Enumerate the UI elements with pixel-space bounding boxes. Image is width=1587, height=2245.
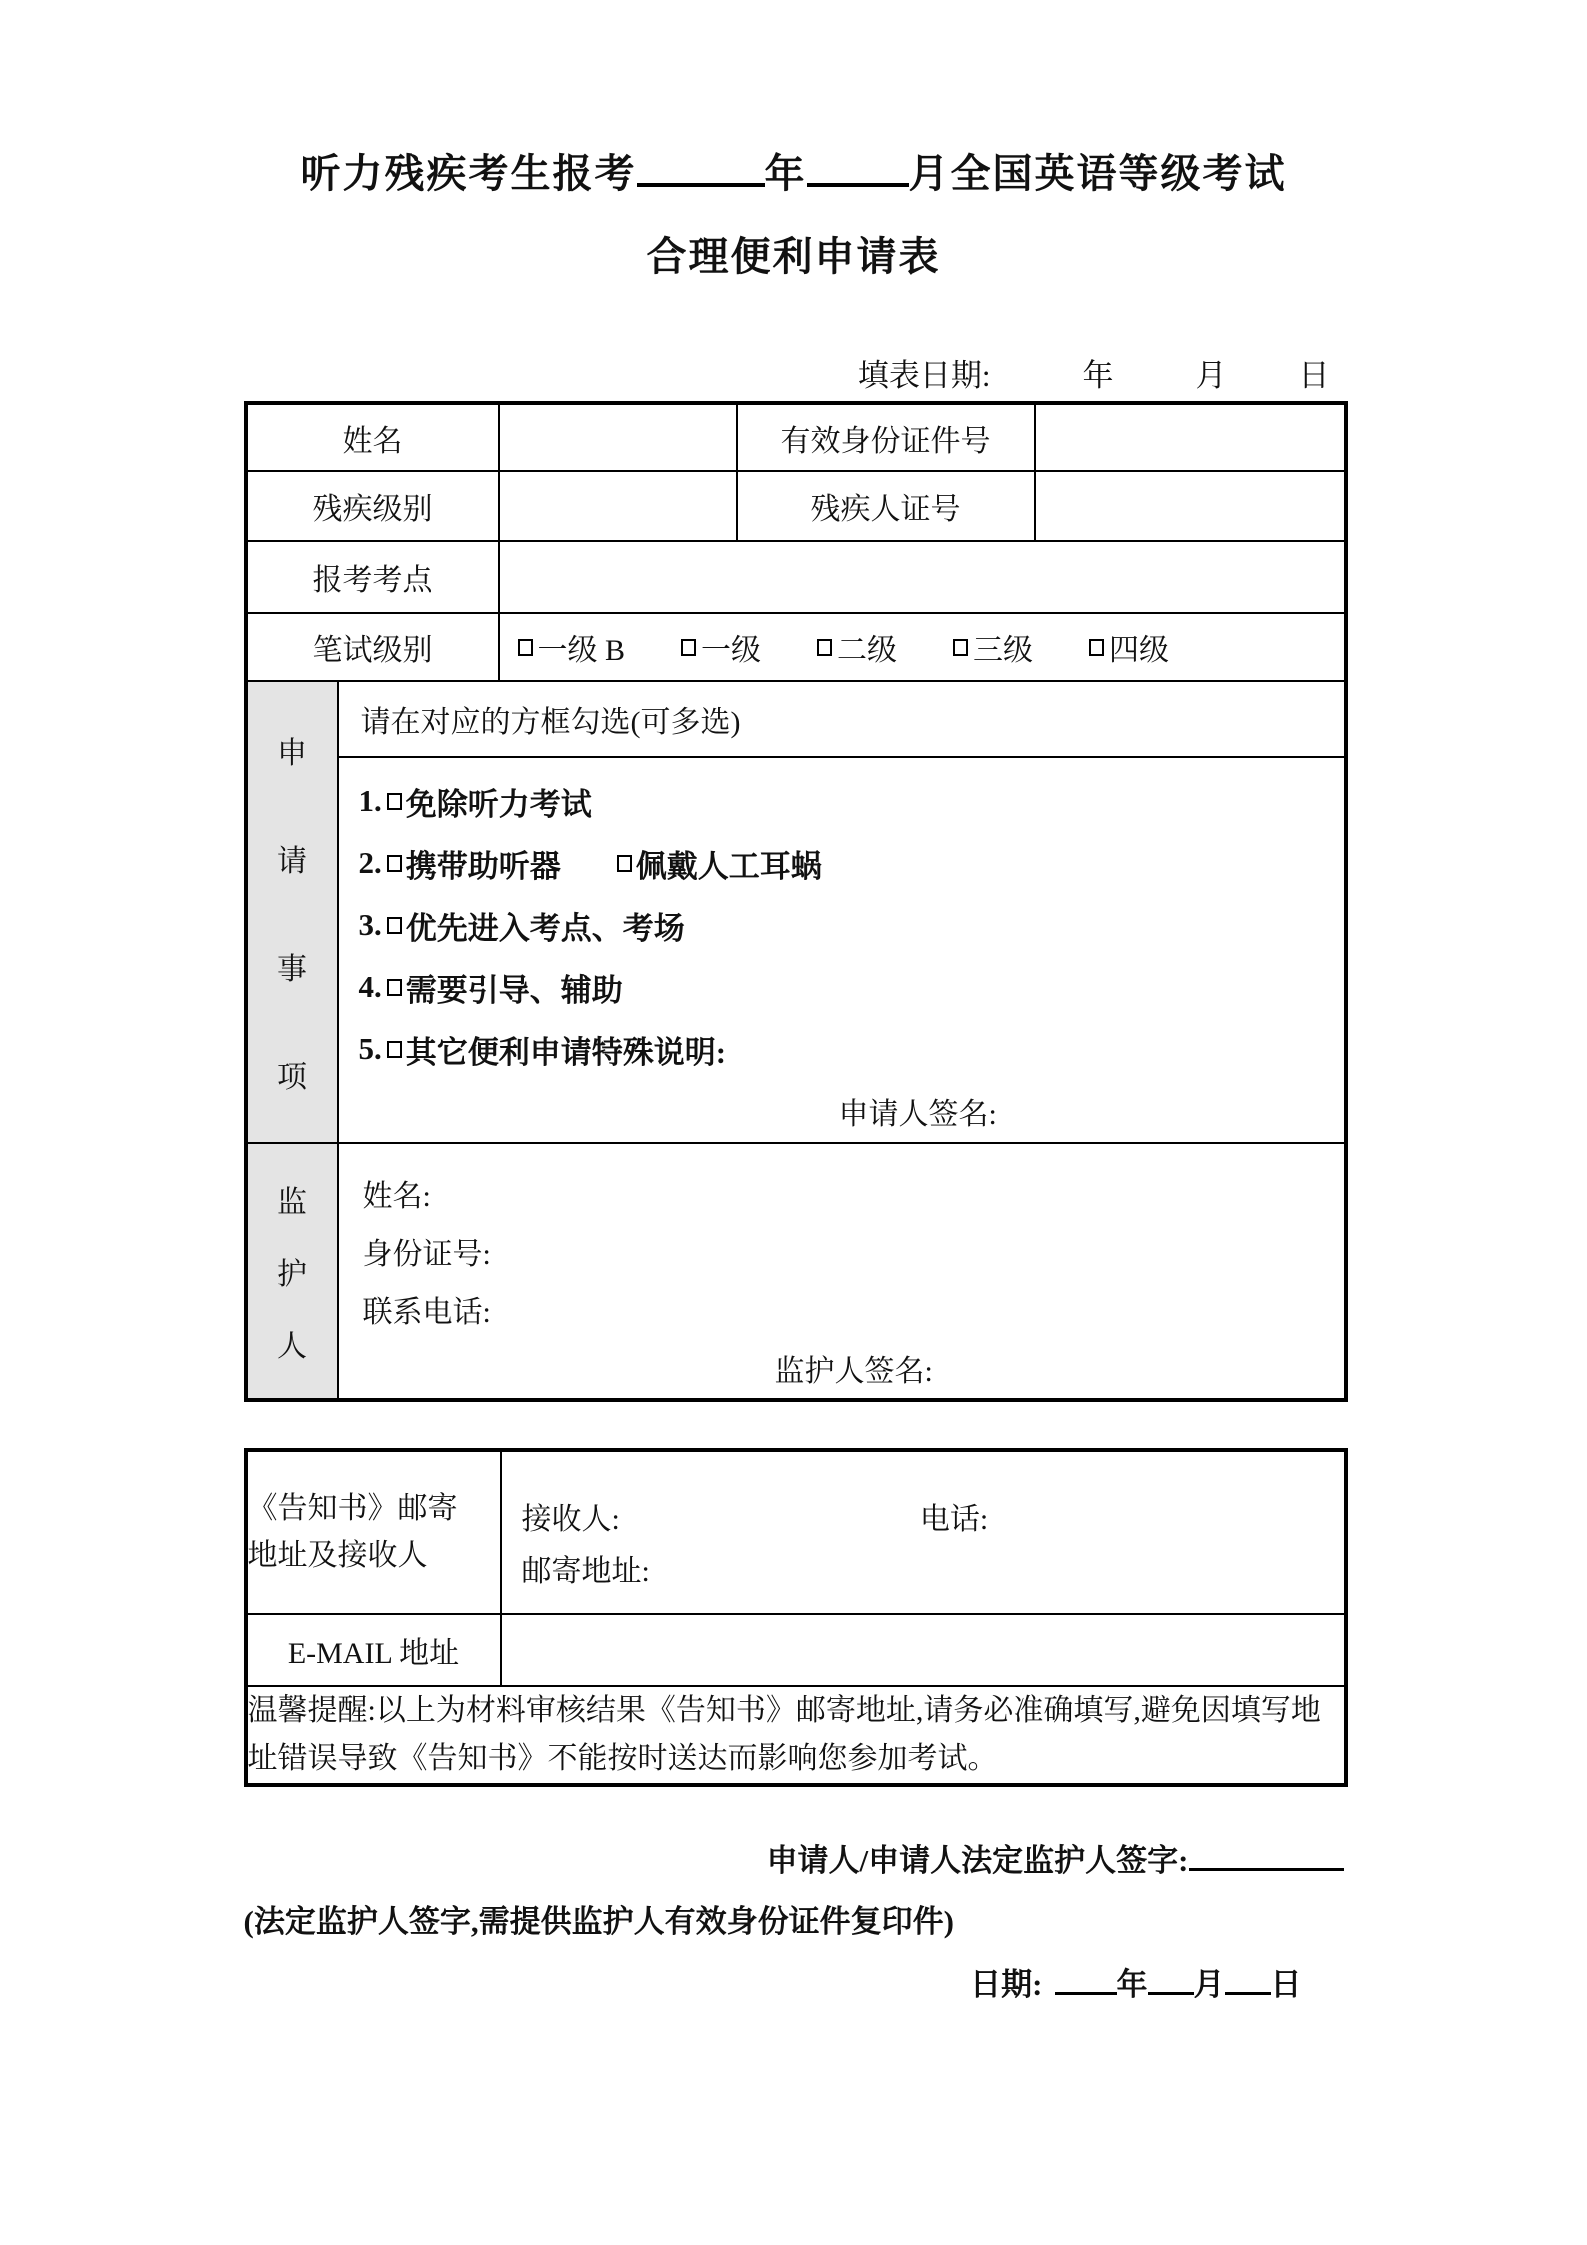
option-label: 一级 <box>701 634 762 667</box>
footer-signature-blank[interactable] <box>1189 1840 1344 1871</box>
receiver-label: 接收人: <box>521 1502 620 1536</box>
footer-signature-line <box>244 1835 1344 1880</box>
guardian-signature-space[interactable] <box>933 1348 1113 1388</box>
checkbox-icon[interactable] <box>518 639 533 656</box>
mail-address-row <box>246 1450 1346 1614</box>
table-row <box>246 613 1346 681</box>
checkbox-icon[interactable] <box>387 855 402 872</box>
option-label: 二级 <box>837 634 898 667</box>
guardian-id-label: 身份证号: <box>362 1238 491 1271</box>
fill-date-year-unit: 年 <box>1082 358 1114 393</box>
item-label: 携带助听器 <box>405 848 561 884</box>
apply-section-row <box>246 681 1346 1143</box>
side-char: 项 <box>277 1061 307 1094</box>
guardian-phone-label: 联系电话: <box>362 1296 491 1329</box>
guardian-signature-line <box>363 1338 1344 1398</box>
title-text-pre: 听力残疾考生报考 <box>300 151 637 196</box>
guardian-phone-field <box>363 1280 1344 1338</box>
footer-year-unit: 年 <box>1116 1967 1148 2002</box>
title-month-blank[interactable] <box>807 153 909 187</box>
item-label: 佩戴人工耳蜗 <box>635 848 822 884</box>
item-number: 4. <box>358 969 382 1004</box>
guardian-name-field <box>363 1164 1344 1222</box>
footer-month-unit: 月 <box>1193 1967 1225 2002</box>
side-char: 事 <box>277 953 307 986</box>
apply-item-1 <box>359 770 1344 832</box>
checkbox-icon[interactable] <box>817 639 832 656</box>
item-number: 2. <box>358 845 382 880</box>
mail-label-cell <box>246 1450 501 1614</box>
side-char: 监 <box>277 1186 307 1219</box>
apply-items <box>339 758 1344 1142</box>
side-char: 申 <box>277 737 307 770</box>
checkbox-icon[interactable] <box>1089 639 1104 656</box>
disability-level-input-cell[interactable] <box>499 471 737 541</box>
footer-signature-label: 申请人/申请人法定监护人签字: <box>766 1843 1189 1878</box>
id-input-cell[interactable] <box>1035 403 1346 471</box>
item-number: 3. <box>358 907 382 942</box>
fill-date-month-unit: 月 <box>1195 358 1227 393</box>
guardian-name-space[interactable] <box>431 1173 611 1213</box>
footer-date-label: 日期: <box>970 1967 1043 2002</box>
checkbox-icon[interactable] <box>617 855 632 872</box>
page-title-line2: 合理便利申请表 <box>646 234 941 279</box>
checkbox-icon[interactable] <box>681 639 696 656</box>
guardian-section-row <box>246 1143 1346 1400</box>
guardian-fields <box>339 1144 1344 1398</box>
title-year-unit: 年 <box>764 151 807 196</box>
guardian-name-label: 姓名: <box>362 1180 431 1213</box>
item-label: 免除听力考试 <box>405 786 592 822</box>
apply-hint: 请在对应的方框勾选(可多选) <box>339 682 1344 758</box>
notice-text: 温馨提醒:以上为材料审核结果《告知书》邮寄地址,请务必准确填写,避免因填写地址错误导致《告知书》不能按时送达而影响您参加考试。 <box>246 1686 1346 1785</box>
footer-month-blank[interactable] <box>1148 1966 1194 1995</box>
option-label: 四级 <box>1109 634 1170 667</box>
apply-item-3 <box>359 894 1344 956</box>
mail-label-line1: 《告知书》邮寄 <box>247 1492 458 1525</box>
mail-label-line2: 地址及接收人 <box>247 1538 428 1572</box>
written-level-option <box>953 625 1033 669</box>
table-row <box>246 403 1346 471</box>
checkbox-icon[interactable] <box>387 917 402 934</box>
item-label: 需要引导、辅助 <box>405 972 623 1008</box>
option-label: 一级 B <box>537 634 626 667</box>
mail-table <box>244 1448 1348 1787</box>
phone-label: 电话: <box>919 1502 989 1536</box>
footer-date-line <box>244 1959 1344 2004</box>
checkbox-icon[interactable] <box>953 639 968 656</box>
checkbox-icon[interactable] <box>387 793 402 810</box>
email-input-cell[interactable] <box>501 1614 1346 1686</box>
side-char: 人 <box>277 1330 307 1363</box>
applicant-signature-space[interactable] <box>997 1091 1177 1131</box>
item-number: 5. <box>358 1031 382 1066</box>
mail-input-cell[interactable] <box>501 1450 1346 1614</box>
footer-year-blank[interactable] <box>1055 1966 1117 1995</box>
fill-date-label: 填表日期: <box>857 358 991 393</box>
written-level-option <box>518 625 626 669</box>
side-char: 请 <box>277 845 307 878</box>
page-title-line1 <box>244 0 1344 199</box>
written-level-option <box>817 625 897 669</box>
disability-cert-label-cell: 残疾人证号 <box>737 471 1035 541</box>
apply-item-4 <box>359 956 1344 1018</box>
applicant-signature-label: 申请人签名: <box>838 1098 997 1131</box>
item-label: 优先进入考点、考场 <box>405 910 685 946</box>
checkbox-icon[interactable] <box>387 1041 402 1058</box>
notice-row <box>246 1686 1346 1785</box>
apply-item-5 <box>359 1018 1344 1080</box>
name-label-cell: 姓名 <box>246 403 499 471</box>
title-year-blank[interactable] <box>637 153 765 187</box>
table-row <box>246 471 1346 541</box>
email-row <box>246 1614 1346 1686</box>
written-level-option <box>1089 625 1169 669</box>
email-label-cell: E-MAIL 地址 <box>246 1614 501 1686</box>
disability-level-label-cell: 残疾级别 <box>246 471 499 541</box>
fill-date-day-unit: 日 <box>1298 358 1330 393</box>
footer-day-unit: 日 <box>1270 1967 1302 2002</box>
test-site-label-cell: 报考考点 <box>246 541 499 613</box>
checkbox-icon[interactable] <box>387 979 402 996</box>
apply-section-side-label <box>248 682 339 1142</box>
guardian-section-side-label <box>248 1144 339 1398</box>
info-table <box>244 401 1348 1402</box>
test-site-input-cell[interactable] <box>499 541 1346 613</box>
fill-date-line <box>244 350 1344 395</box>
guardian-id-field <box>363 1222 1344 1280</box>
disability-cert-input-cell[interactable] <box>1035 471 1346 541</box>
id-label-cell: 有效身份证件号 <box>737 403 1035 471</box>
written-level-label-cell: 笔试级别 <box>246 613 499 681</box>
name-input-cell[interactable] <box>499 403 737 471</box>
apply-item-2 <box>359 832 1344 894</box>
mail-address-label: 邮寄地址: <box>521 1554 650 1588</box>
option-label: 三级 <box>973 634 1034 667</box>
guardian-id-space[interactable] <box>491 1231 671 1271</box>
applicant-signature-line <box>359 1080 1344 1142</box>
footer-note: (法定监护人签字,需提供监护人有效身份证件复印件) <box>243 1904 954 1939</box>
guardian-phone-space[interactable] <box>491 1289 671 1329</box>
title-text-post: 月全国英语等级考试 <box>908 151 1287 196</box>
footer-day-blank[interactable] <box>1225 1966 1271 1995</box>
written-level-options-cell <box>499 613 1346 681</box>
item-label: 其它便利申请特殊说明: <box>405 1034 727 1070</box>
table-row <box>246 541 1346 613</box>
written-level-option <box>681 625 761 669</box>
item-number: 1. <box>358 783 382 818</box>
side-char: 护 <box>277 1258 307 1291</box>
guardian-signature-label: 监护人签名: <box>774 1355 933 1388</box>
